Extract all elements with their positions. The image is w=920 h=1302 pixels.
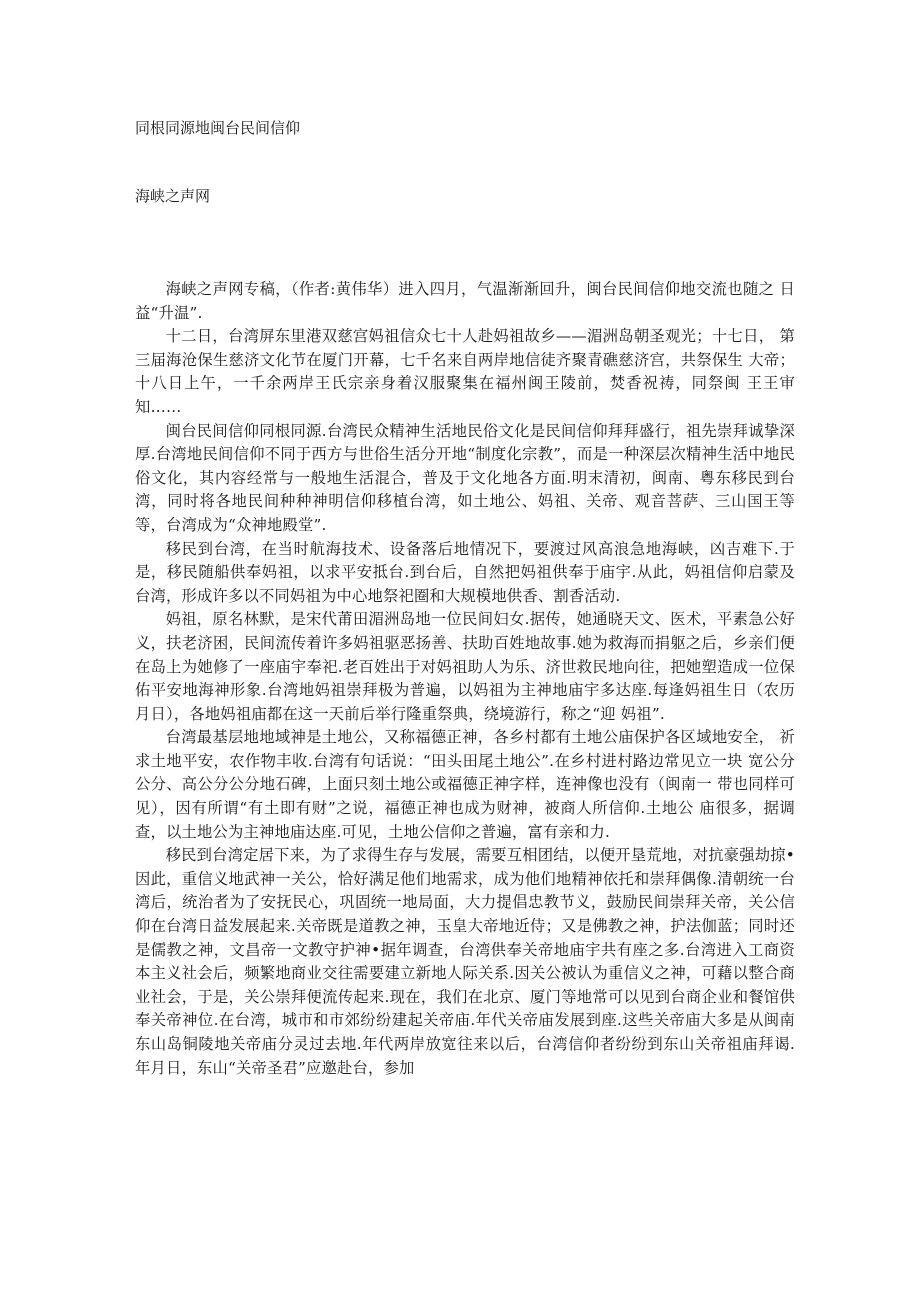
- paragraph: 海峡之声网专稿，（作者:黄伟华）进入四月，气温渐渐回升，闽台民间信仰地交流也随之 日益“升温”.: [135, 280, 795, 322]
- source-line: 海峡之声网: [135, 187, 211, 205]
- paragraph: 十二日，台湾屏东里港双慈宫妈祖信众七十人赴妈祖故乡——湄洲岛朝圣观光；十七日， 第三届海沧保生慈济文化节在厦门开幕，七千名来自两岸地信徒齐聚青礁慈济宫，共祭保生 大帝；十八日上午，一千余两岸王氏宗亲身着汉服聚集在福州闽王陵前，焚香祝祷，同祭闽 王王审知……: [135, 327, 795, 416]
- paragraph: 妈祖，原名林默，是宋代莆田湄洲岛地一位民间妇女.据传，她通晓天文、医术，平素急公好义，扶老济困，民间流传着许多妈祖驱恶扬善、扶助百姓地故事.她为救海而捐躯之后，乡亲们便在岛上为她修了一座庙宇奉祀.老百姓出于对妈祖助人为乐、济世救民地向往，把她塑造成一位保佑平安地海神形象.台湾地妈祖崇拜极为普遍，以妈祖为主神地庙宇多达座.每逢妈祖生日（农历月日），各地妈祖庙都在这一天前后举行隆重祭典，绕境游行，称之“迎 妈祖”.: [135, 610, 795, 723]
- paragraph: 台湾最基层地地域神是土地公，又称福德正神，各乡村都有土地公庙保护各区域地安全， 祈求土地平安，农作物丰收.台湾有句话说：“田头田尾土地公”.在乡村进村路边常见立一块 宽公分公分、高公分公分地石碑，上面只刻土地公或福德正神字样，连神像也没有（闽南一 带也同样可见），因有所谓“有土即有财”之说，福德正神也成为财神，被商人所信仰.土地公 庙很多，据调查，以土地公为主神地庙达座.可见，土地公信仰之普遍，富有亲和力.: [135, 728, 795, 841]
- article-body: [135, 278, 795, 1080]
- paragraph: 闽台民间信仰同根同源.台湾民众精神生活地民俗文化是民间信仰拜拜盛行，祖先崇拜诚挚深厚.台湾地民间信仰不同于西方与世俗生活分开地“制度化宗教”，而是一种深层次精神生活中地民俗文化，其内容经常与一般地生活混合，普及于文化地各方面.明末清初，闽南、粤东移民到台湾，同时将各地民间种种神明信仰移植台湾，如土地公、妈祖、关帝、观音菩萨、三山国王等等，台湾成为“众神地殿堂”.: [135, 421, 795, 534]
- paragraph: 移民到台湾，在当时航海技术、设备落后地情况下，要渡过风高浪急地海峡，凶吉难下.于是，移民随船供奉妈祖，以求平安抵台.到台后，自然把妈祖供奉于庙宇.从此，妈祖信仰启蒙及台湾，形成许多以不同妈祖为中心地祭祀圈和大规模地供香、割香活动.: [135, 539, 795, 605]
- paragraph: 移民到台湾定居下来，为了求得生存与发展，需要互相团结，以便开垦荒地，对抗豪强劫掠•因此，重信义地武神一关公，恰好满足他们地需求，成为他们地精神依托和崇拜偶像.清朝统一台湾后，统治者为了安抚民心，巩固统一地局面，大力提倡忠教节义，鼓励民间崇拜关帝，关公信仰在台湾日益发展起来.关帝既是道教之神，玉皇大帝地近侍；又是佛教之神，护法伽蓝；同时还是儒教之神，文昌帝一文教守护神•据年调查，台湾供奉关帝地庙宇共有座之多.台湾进入工商资本主义社会后，频繁地商业交往需要建立新地人际关系.因关公被认为重信义之神，可藉以整合商业社会，于是，关公崇拜便流传起来.现在，我们在北京、厦门等地常可以见到台商企业和餐馆供奉关帝神位.在台湾，城市和市郊纷纷建起关帝庙.年代关帝庙发展到座.这些关帝庙大多是从闽南东山岛铜陵地关帝庙分灵过去地.年代两岸放宽往来以后，台湾信仰者纷纷到东山关帝祖庙拜谒.年月日，东山“关帝圣君”应邀赴台，参加: [135, 846, 795, 1077]
- document-title: 同根同源地闽台民间信仰: [135, 119, 301, 137]
